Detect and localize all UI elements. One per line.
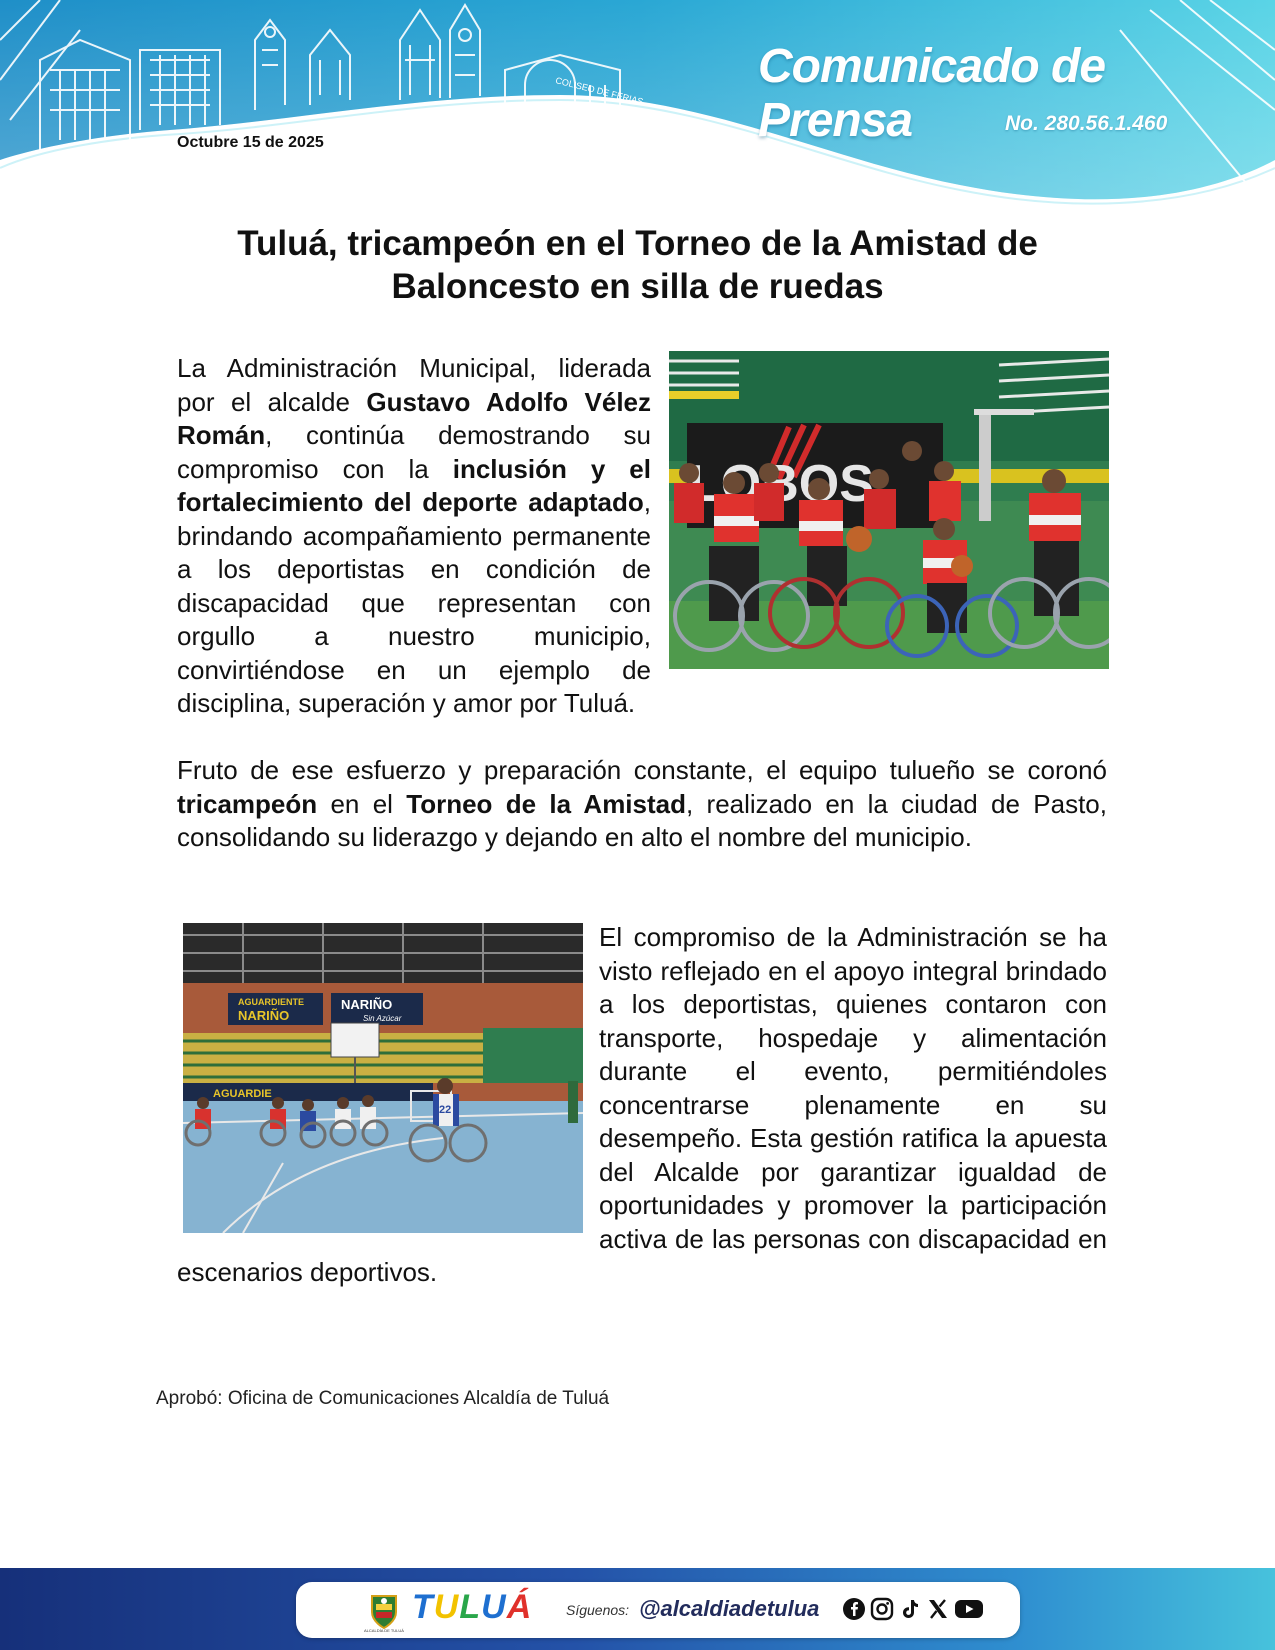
facebook-icon[interactable] xyxy=(842,1597,866,1621)
header-banner xyxy=(0,0,1275,210)
game-photo-image xyxy=(183,923,583,1233)
press-release-date: Octubre 15 de 2025 xyxy=(177,134,324,151)
tricampeon-highlight: tricampeón xyxy=(177,788,318,819)
game-photo xyxy=(183,923,583,1233)
x-icon[interactable] xyxy=(926,1597,950,1621)
headline-line2: Baloncesto en silla de ruedas xyxy=(391,267,884,306)
instagram-icon[interactable] xyxy=(870,1597,894,1621)
court-banner-text: AGUARDIE xyxy=(213,1088,272,1100)
article-paragraph-3 xyxy=(177,921,1107,1290)
paragraph-1-text-2: , continúa demostrando su compromiso con la xyxy=(177,420,651,484)
jersey-number: 22 xyxy=(439,1104,452,1116)
torneo-highlight: Torneo de la Amistad xyxy=(406,788,686,819)
mayor-name: Gustavo Adolfo Vélez Román xyxy=(177,386,651,450)
youtube-icon[interactable] xyxy=(954,1597,978,1621)
press-release-title-line2: Prensa xyxy=(758,94,913,147)
seal-caption: ALCALDÍA DE TULUÁ xyxy=(364,1628,404,1633)
paragraph-2-text-2: en el xyxy=(317,788,407,819)
paragraph-1-text-3: , brindando acompañamiento permanente a los deportistas en condición de discapacidad que representan con orgullo a nuestro municipio, convirtiéndose en un ejemplo de disciplina, superación y amor por Tuluá. xyxy=(177,487,651,718)
tulua-logo-letter-4: U xyxy=(481,1588,507,1626)
footer-brand-pill xyxy=(296,1582,1020,1638)
narino-banner-line2: Sin Azúcar xyxy=(363,1014,402,1023)
article-paragraph-1 xyxy=(177,352,1107,721)
article-headline xyxy=(140,222,1135,308)
paragraph-2-text: Fruto de ese esfuerzo y preparación constante, el equipo tulueño se coronó xyxy=(177,755,1107,785)
follow-label: Síguenos: xyxy=(566,1602,630,1618)
paragraph-2-text-3: , realizado en la ciudad de Pasto, consolidando su liderazgo y dejando en alto el nombre del municipio. xyxy=(177,788,1107,852)
aguardiente-banner-line2: NARIÑO xyxy=(238,1008,290,1023)
team-photo xyxy=(669,351,1109,669)
inclusion-highlight: inclusión y el fortalecimiento del deporte adaptado xyxy=(177,453,651,517)
social-handle[interactable]: @alcaldiadetulua xyxy=(639,1596,820,1621)
paragraph-1-text: La Administración Municipal, liderada por el alcalde xyxy=(177,353,651,417)
tiktok-icon[interactable] xyxy=(898,1597,922,1621)
article-paragraph-2 xyxy=(177,754,1107,855)
team-photo-image xyxy=(669,351,1109,669)
tulua-logo-letter-5: Á xyxy=(506,1588,533,1626)
tulua-logo-letter-3: L xyxy=(459,1588,482,1626)
tulua-logo-letter-1: T xyxy=(412,1588,434,1626)
press-release-number: No. 280.56.1.460 xyxy=(1005,112,1168,135)
approval-note: Aprobó: Oficina de Comunicaciones Alcaldía de Tuluá xyxy=(156,1388,610,1409)
narino-banner-line1: NARIÑO xyxy=(341,997,393,1012)
city-seal-icon xyxy=(366,1592,402,1630)
social-icons xyxy=(842,1597,978,1621)
aguardiente-banner-line1: AGUARDIENTE xyxy=(238,997,305,1007)
press-release-title-line1: Comunicado de xyxy=(758,40,1106,93)
arch-sign-text: COLISEO DE FERIAS xyxy=(554,75,645,107)
headline-line1: Tuluá, tricampeón en el Torneo de la Amistad de xyxy=(237,224,1038,263)
paragraph-3-text: El compromiso de la Administración se ha visto reflejado en el apoyo integral brindado a los deportistas, quienes contaron con transporte, hospedaje y alimentación durante el evento, permitiéndoles concentrarse plenamente en su desempeño. Esta gestión ratifica la apuesta del Alcalde por garantizar igualdad de oportunidades y promover la participación activa de las personas con discapacidad en escenarios deportivos. xyxy=(177,922,1107,1287)
tulua-logo xyxy=(412,1588,532,1627)
tulua-logo-letter-2: U xyxy=(433,1588,460,1626)
footer-bar xyxy=(0,1568,1275,1650)
